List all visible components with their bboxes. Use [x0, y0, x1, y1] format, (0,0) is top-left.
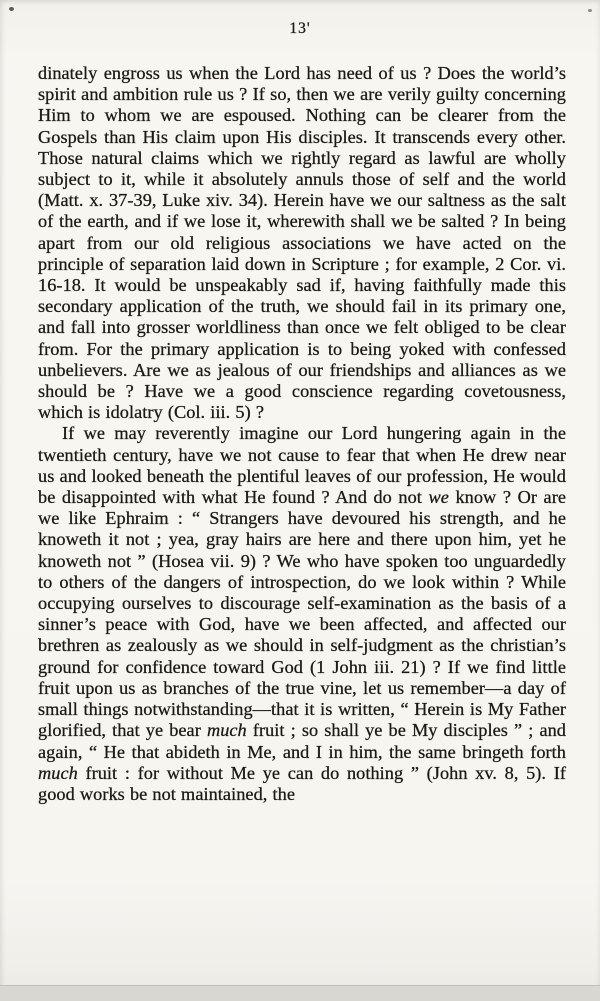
- page-number: 13': [289, 20, 311, 37]
- scan-artifact-speck: [588, 9, 592, 12]
- scan-artifact-speck: [9, 7, 14, 11]
- page-bottom-edge: [0, 985, 600, 1001]
- paragraph: dinately engross us when the Lord has need of us ? Does the world’s spirit and ambition rule us ? If so, then we are verily guilty concerning Him to whom we are espoused. Nothing can be clearer from the Gospels than His claim upon His disciples. It transcends every other. Those natural claims which we rightly regard as lawful are wholly subject to it, while it absolutely annuls those of self and the world (Matt. x. 37-39, Luke xiv. 34). Herein have we our saltness as the salt of the earth, and if we lose it, wherewith shall we be salted ? In being apart from our old religious associations we have acted on the principle of separation laid down in Scripture ; for example, 2 Cor. vi. 16-18. It would be unspeakably sad if, having faithfully made this secondary application of the truth, we should fail in its primary one, and fall into grosser worldliness than once we felt obliged to be clear from. For the primary application is to being yoked with confessed unbelievers. Are we as jealous of our friendships and alliances as we should be ? Have we a good conscience regarding covetousness, which is idolatry (Col. iii. 5) ?: [38, 63, 566, 423]
- paragraph: If we may reverently imagine our Lord hungering again in the twentieth century, have we not cause to fear that when He drew near us and looked beneath the plentiful leaves of our profession, He would be disappointed with what He found ? And do not we know ? Or are we like Ephraim : “ Strangers have devoured his strength, and he knoweth it not ; yea, gray hairs are here and there upon him, yet he knoweth not ” (Hosea vii. 9) ? We who have spoken too unguardedly to others of the dangers of introspection, do we look within ? While occupying ourselves to discourage self-examination as the basis of a sinner’s peace with God, have we been affected, and affected our brethren as zealously as we should in self-judgment as the christian’s ground for confidence toward God (1 John iii. 21) ? If we find little fruit upon us as branches of the true vine, let us remember—a day of small things notwithstanding—that it is written, “ Herein is My Father glorified, that ye bear much fruit ; so shall ye be My disciples ” ; and again, “ He that abideth in Me, and I in him, the same bringeth forth much fruit : for without Me ye can do nothing ” (John xv. 8, 5). If good works be not maintained, the: [38, 423, 567, 804]
- page-text: [38, 63, 566, 805]
